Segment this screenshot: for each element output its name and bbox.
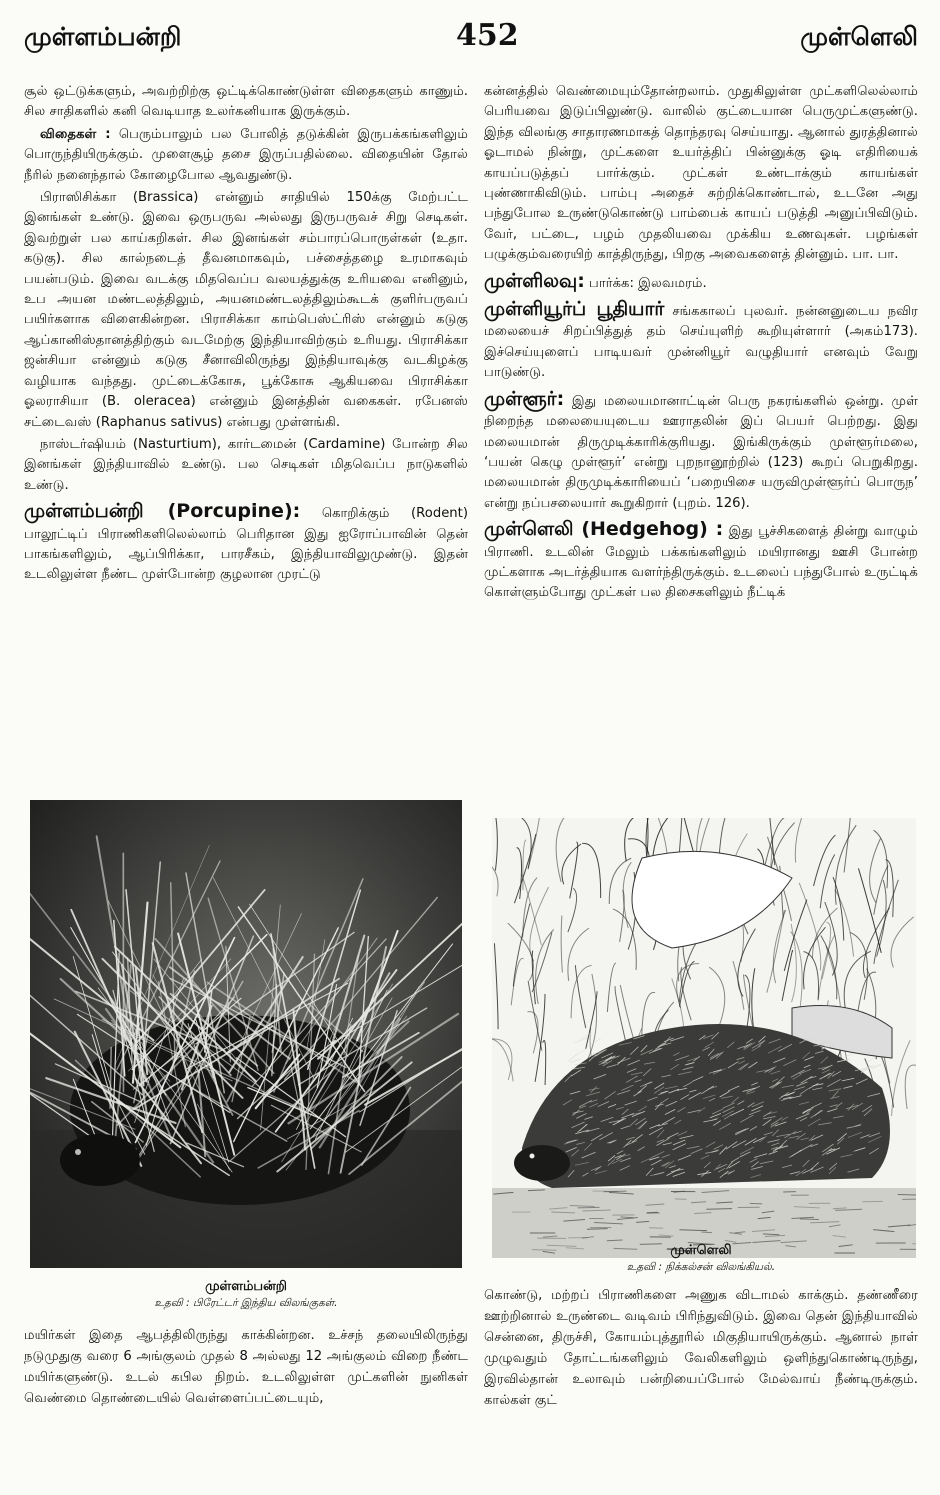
figure-credit: உதவி : பிரேட்டர் இந்திய விலங்குகள். [154,1297,338,1309]
figure-title: முள்ளெலி [670,1243,732,1258]
figure-credit: உதவி : நிக்கல்சன் விலங்கியல். [626,1261,776,1273]
paragraph: சூல் ஒட்டுக்களும், அவற்றிற்கு ஒட்டிக்கொண்டுள்ள விதைகளும் காணும். சில சாதிகளில் கனி வெடியாத உலர்கனியாக இருக்கும். [24,84,468,120]
entry-heading: முள்ளம்பன்றி (Porcupine): [24,500,301,523]
entry-text: இது மலையமானாட்டின் பெரு நகரங்களில் ஒன்று. முள் நிறைந்த மலையையுடைய ஊராதலின் இப் பெயர் பெற்றது. இது மலையமான் திருமுடிக்காரிக்குரியது. இங்கிருக்கும் முள்ளூர்மலை, ‘பயன் கெழு முள்ளூர்’ என்று புறநானூற்றில் (123) கூறப் பெறுகிறது. மலையமான் திருமுடிக்காரியைப் ‘பறையிசை யருவிமுள்ளூர்ப் பொருந’ என்று நப்பசலையார் கூறுகிறார் (புறம். 126). [484,393,918,511]
running-headword-left: முள்ளம்பன்றி [24,22,182,51]
entry-heading: முள்ளியூர்ப் பூதியார் [484,298,665,321]
page-number: 452 [456,18,519,53]
paragraph: மயிர்கள் இதை ஆபத்திலிருந்து காக்கின்றன. உச்சந் தலையிலிருந்து நடுமுதுகு வரை 6 அங்குலம் முதல் 8 அல்லது 12 அங்குலம் விறை நீண்ட மயிர்களுண்டு. உடல் கபில நிறம். உடலிலுள்ள முட்களின் நுனிகள் வெண்மை தொண்டையில் வெள்ளைப்பட்டையும், [24,1328,468,1406]
paragraph-text: பெரும்பாலும் பல போலித் தடுக்கின் இருபக்கங்களிலும் பொருந்தியிருக்கும். முளைசூழ் தசை இருப்பதில்லை. விதையின் தோல் நீரில் நனைந்தால் கோழைபோல ஆவதுண்டு. [24,126,468,183]
paragraph: கன்னத்தில் வெண்மையும்தோன்றலாம். முதுகிலுள்ள முட்களிலெல்லாம் பெரியவை இடுப்பிலுண்டு. வாலில் குட்டையான பெருமுட்களுண்டு. இந்த விலங்கு சாதாரணமாகத் தொந்தரவு செய்யாது. ஆனால் துரத்தினால் ஓடாமல் நின்று, முட்களை உயர்த்திப் பின்னுக்கு ஓடி எதிரியைக் காயப்படுத்தப் பார்க்கும். முட்கள் உண்டாக்கும் காயங்கள் புண்ணாகிவிடும். பாம்பு அதைச் சுற்றிக்கொண்டால், உடனே அது பந்துபோல உருண்டுகொண்டு பாம்பைக் காயப் படுத்தி அனுப்பிவிடும். வேர், பட்டை, பழம் முதலியவை முக்கிய உணவுகள். பழங்கள் பழுக்கும்வரையிற் காத்திருந்து, பிறகு அவைகளைத் தின்னும். பா. பா. [484,84,918,263]
entry-poothiyar [484,296,918,384]
hedgehog-illustration [492,818,916,1258]
left-column [24,82,468,588]
entry-text: கொறிக்கும் (Rodent) பாலூட்டிப் பிராணிகளிலெல்லாம் பெரிதான இது ஐரோப்பாவின் தென் பாகங்களிலும், ஆப்பிரிக்கா, பாரசீகம், இந்தியாவிலுமுண்டு. இதன் உடலிலுள்ள நீண்ட முள்போன்ற குழலான முரட்டு [24,506,468,583]
subheading: விதைகள் : [40,126,111,142]
page-header [24,18,918,68]
entry-mulloor [484,386,918,514]
entry-porcupine [24,498,468,586]
figure-title: முள்ளம்பன்றி [205,1279,287,1294]
entry-text: இது பூச்சிகளைத் தின்று வாழும் பிராணி. உடலின் மேலும் பக்கங்களிலும் மயிரானது ஊசி போன்ற முட்களாக அடர்த்தியாக வளர்ந்திருக்கும். உடலைப் பந்துபோல் உருட்டிக் கொள்ளும்போது முட்கள் பல திசைகளிலும் நீட்டிக் [484,524,918,601]
entry-heading: முள்ளிலவு: [484,269,585,292]
entry-hedgehog [484,516,918,604]
entry-text: பார்க்க: இலவமரம். [589,275,707,291]
entry-text: சங்ககாலப் புலவர். நன்னனுடைய நவிர மலையைச் சிறப்பித்துத் தம் செய்யுளிற் கூறியுள்ளார் (அகம்173). இச்செய்யுளைப் பாடியவர் முன்னியூர் வழுதியார் எனவும் வேறு பாடுண்டு. [484,304,918,381]
hedgehog-caption [484,1242,918,1274]
porcupine-caption [24,1278,468,1310]
paragraph: கொண்டு, மற்றப் பிராணிகளை அணுக விடாமல் காக்கும். தண்ணீரை ஊற்றினால் உருண்டை வடிவம் பிரிந்துவிடும். இவை தென் இந்தியாவில் சென்னை, திருச்சி, கோயம்புத்தூரில் மிகுதியாயிருக்கும். ஆனால் நாள் முழுவதும் தோட்டங்களிலும் வேலிகளிலும் ஒளிந்துகொண்டிருந்து, இரவில்தான் உலாவும் பன்றியைப்போல் மேல்வாய் நீண்டிருக்கும். கால்கள் குட் [484,1288,918,1408]
right-column [484,82,918,606]
running-headword-right: முள்ளெலி [800,22,918,51]
paragraph: பிராஸிசிக்கா (Brassica) என்னும் சாதியில் 150க்கு மேற்பட்ட இனங்கள் உண்டு. இவை ஒருபருவ அல்லது இருபருவச் சிறு செடிகள். இவற்றுள் பல காய்கறிகள். சில இனங்கள் சம்பாரப்பொருள்கள் (உதா. கடுகு). சில கால்நடைத் தீவனமாகவும், பச்சைத்தழை உரமாகவும் பயன்படும். இவை வடக்கு மிதவெப்ப வலயத்துக்கு உரியவை எனினும், உப அயன மண்டலத்திலும், அயனமண்டலத்திலும்கூடக் குளிர்பருவப் பயிர்களாக விளைகின்றன. பிராசிக்கா காம்பெஸ்ட்ரிஸ் என்னும் கடுகு ஆப்கானிஸ்தானத்திற்கும் வடமேற்கு இந்தியாவிற்கும் உரியது. பிராசிக்கா ஜன்சியா என்னும் கடுகு சீனாவிலிருந்து இந்தியாவுக்கு வடகிழக்கு வழியாக வந்தது. முட்டைக்கோசு, பூக்கோசு ஆகியவை பிராசிக்கா ஓலராசியா (B. oleracea) என்னும் இனத்தின் வகைகள். ரபேனஸ் சட்டைவஸ் (Raphanus sativus) என்பது முள்ளங்கி. [24,190,468,430]
entry-heading: முள்ளெலி (Hedgehog) : [484,518,724,541]
hedgehog-photo [492,818,916,1258]
left-column-continued [24,1325,468,1409]
porcupine-photo [30,800,462,1268]
porcupine-illustration [30,800,462,1268]
paragraph: நாஸ்டர்ஷியம் (Nasturtium), கார்டமைன் (Cardamine) போன்ற சில இனங்கள் இந்தியாவில் உண்டு. பல செடிகள் மிதவெப்ப நாடுகளில் உண்டு. [24,436,468,493]
entry-heading: முள்ளூர்: [484,387,565,410]
paragraph [24,125,468,186]
right-column-continued [484,1285,918,1411]
entry-mullilavu [484,268,918,294]
